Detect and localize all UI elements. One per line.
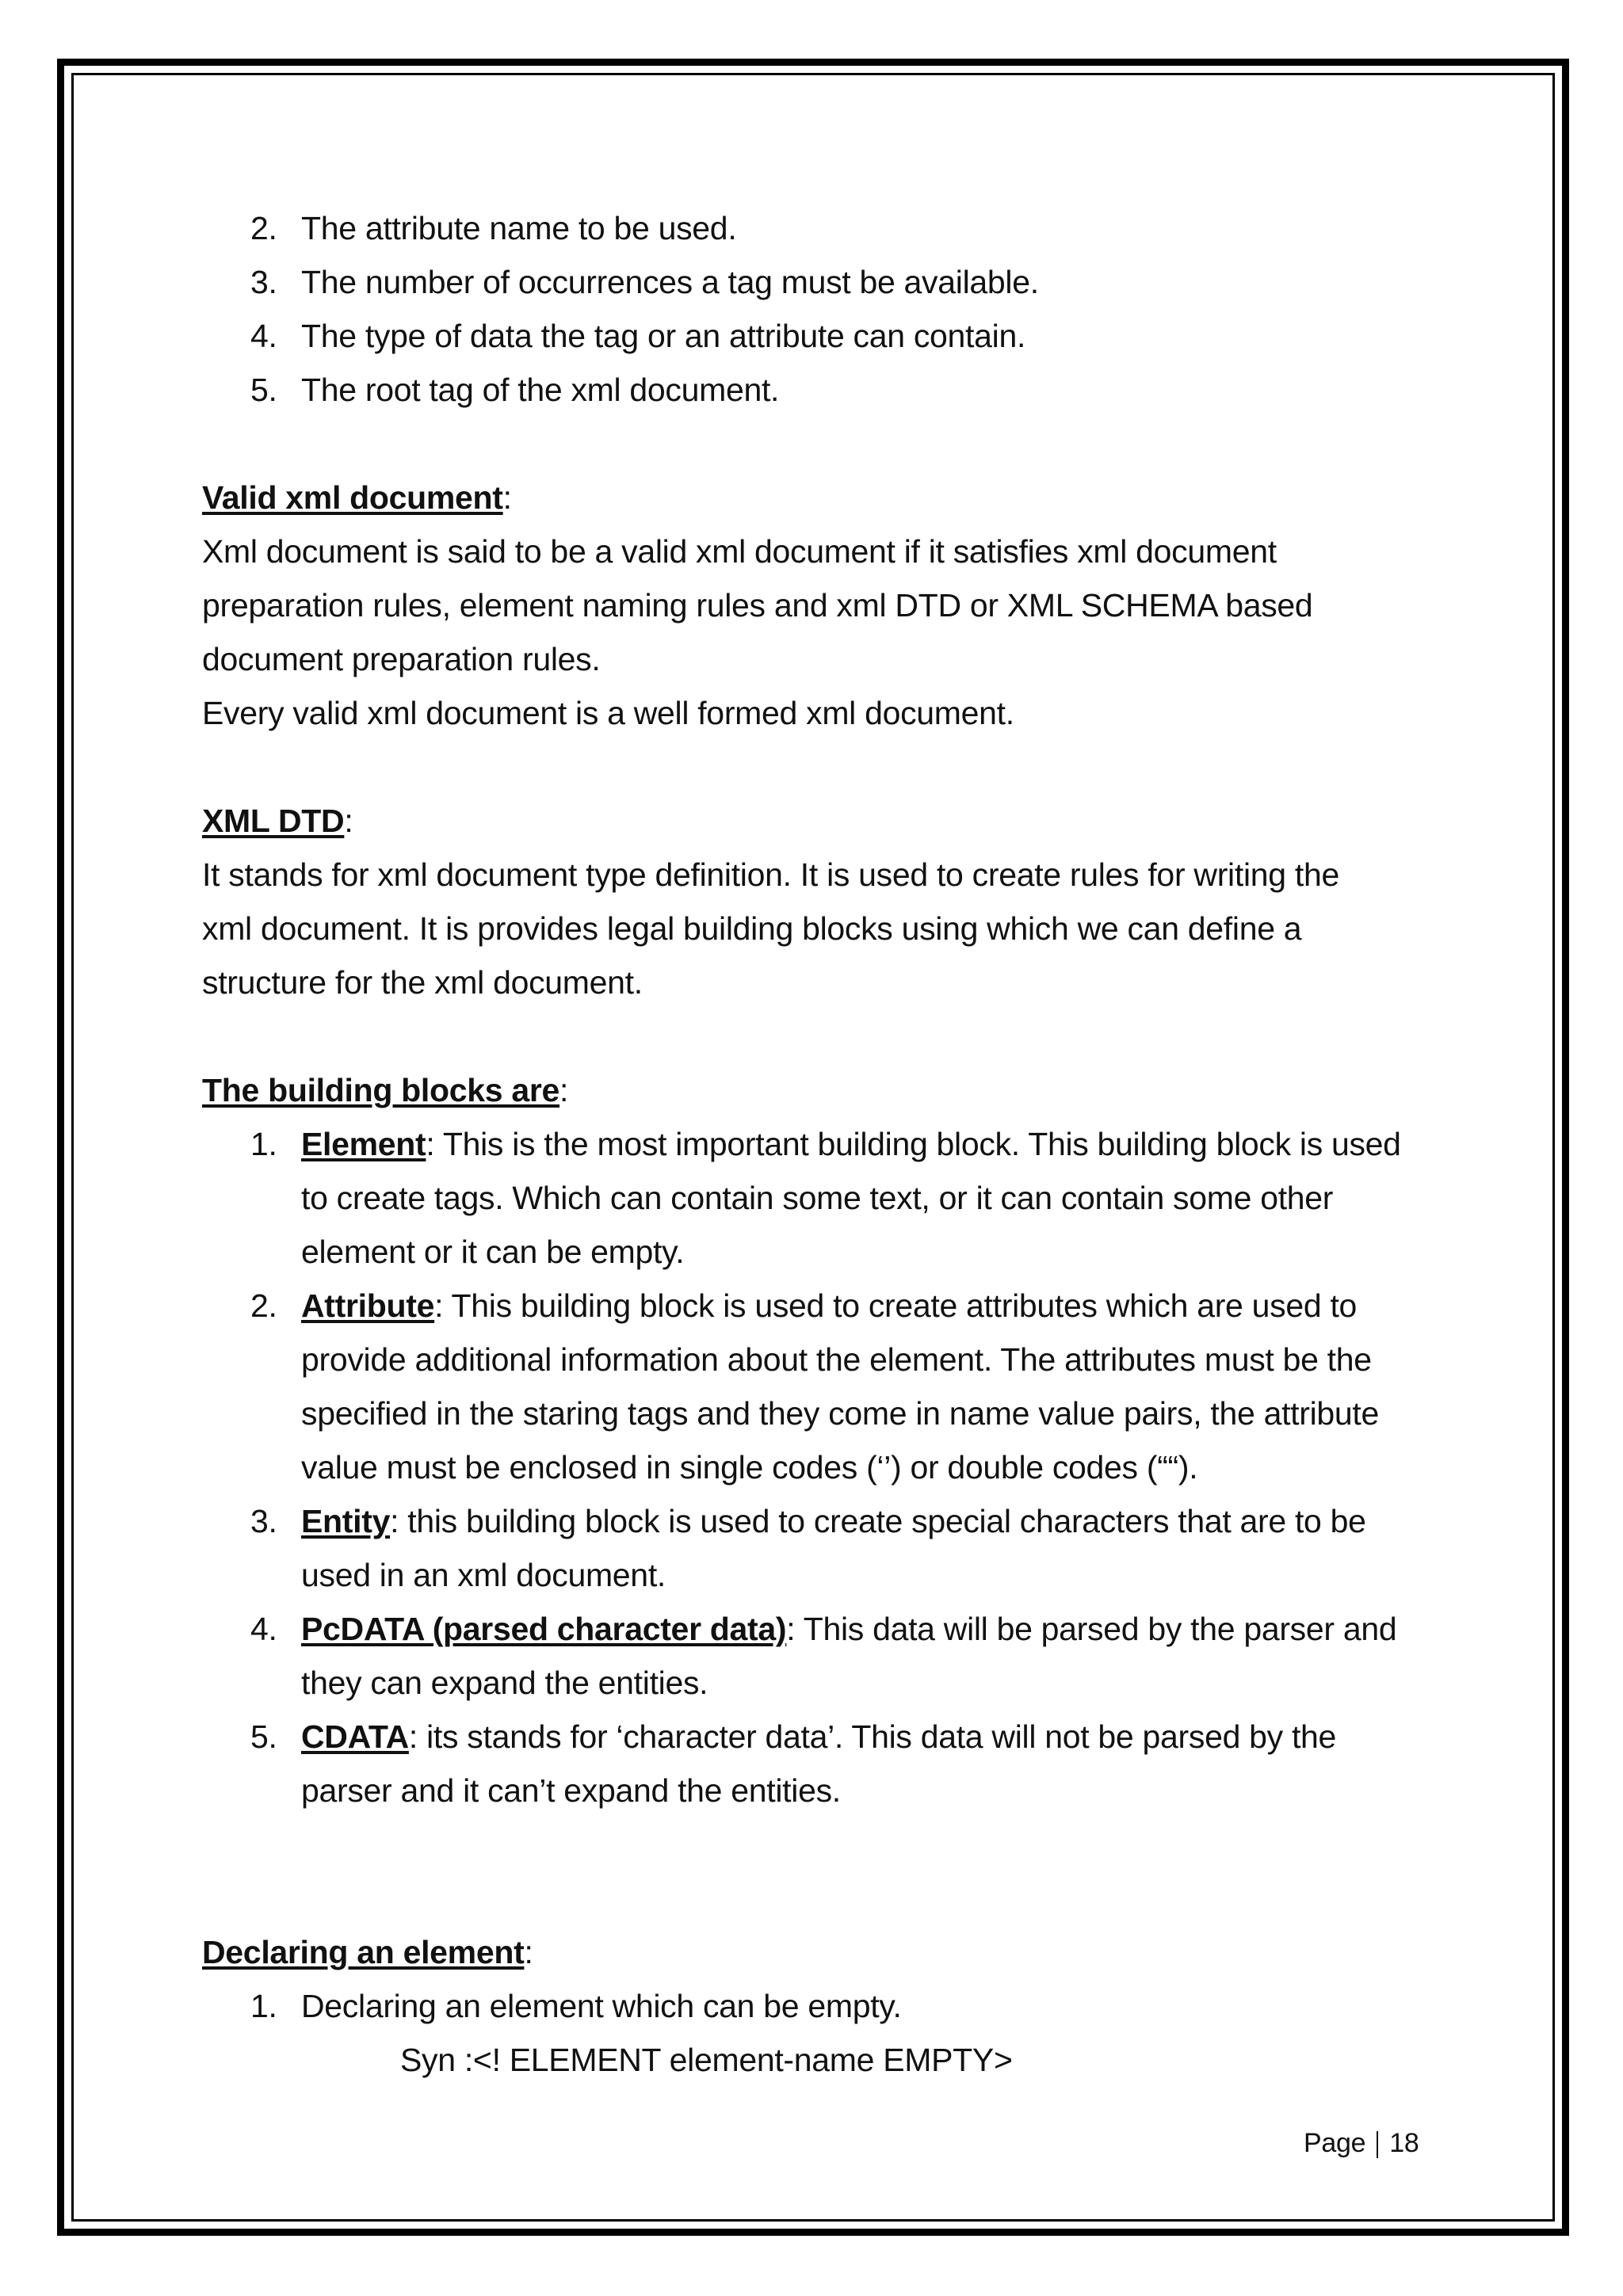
list-number: 5. <box>250 1718 277 1755</box>
list-number: 3. <box>250 264 277 300</box>
list-item-continuation: specified in the staring tags and they come in name value pairs, the attribute <box>301 1395 1380 1432</box>
page-label: Page <box>1304 2128 1366 2158</box>
paragraph-line: structure for the xml document. <box>202 964 643 1001</box>
list-item-attribute <box>301 1279 1357 1333</box>
list-item-entity <box>301 1494 1366 1548</box>
heading-colon: : <box>502 479 512 516</box>
list-item: Declaring an element which can be empty. <box>301 1988 902 2024</box>
list-item-continuation: element or it can be empty. <box>301 1234 685 1270</box>
list-number: 2. <box>250 210 277 246</box>
paragraph-line: xml document. It is provides legal building blocks using which we can define a <box>202 910 1302 947</box>
heading-colon: : <box>344 803 353 839</box>
list-number: 3. <box>250 1503 277 1539</box>
section-heading-valid <box>202 471 512 524</box>
footer-separator <box>1377 2131 1378 2158</box>
list-item-continuation: value must be enclosed in single codes (‘’) or double codes (““). <box>301 1449 1198 1486</box>
heading-text: XML DTD <box>202 803 345 839</box>
list-item-continuation: provide additional information about the element. The attributes must be the <box>301 1341 1372 1378</box>
term: Entity <box>301 1503 391 1539</box>
definition: : This data will be parsed by the parser and <box>786 1611 1397 1647</box>
heading-text: Declaring an element <box>202 1934 525 1970</box>
section-heading-dtd <box>202 794 353 848</box>
page-number: 18 <box>1389 2128 1419 2158</box>
list-item-continuation: used in an xml document. <box>301 1557 666 1593</box>
list-item-continuation: they can expand the entities. <box>301 1665 708 1701</box>
paragraph-line: document preparation rules. <box>202 641 601 677</box>
list-item: The root tag of the xml document. <box>301 372 780 408</box>
list-number: 2. <box>250 1287 277 1324</box>
list-item-pcdata <box>301 1602 1396 1656</box>
list-item-cdata <box>301 1710 1336 1764</box>
section-heading-declaring <box>202 1925 533 1979</box>
definition: : This building block is used to create attributes which are used to <box>434 1287 1358 1324</box>
list-item: The type of data the tag or an attribute can contain. <box>301 318 1026 354</box>
heading-colon: : <box>559 1072 569 1108</box>
term: Attribute <box>301 1287 435 1324</box>
heading-text: The building blocks are <box>202 1072 560 1108</box>
paragraph-line: preparation rules, element naming rules and xml DTD or XML SCHEMA based <box>202 587 1313 624</box>
list-number: 1. <box>250 1988 277 2024</box>
paragraph-line: Every valid xml document is a well formed xml document. <box>202 695 1014 731</box>
paragraph-line: It stands for xml document type definition. It is used to create rules for writing the <box>202 856 1339 893</box>
list-number: 5. <box>250 372 277 408</box>
list-item: The attribute name to be used. <box>301 210 737 246</box>
list-number: 4. <box>250 1611 277 1647</box>
list-number: 4. <box>250 318 277 354</box>
list-item-continuation: parser and it can’t expand the entities. <box>301 1772 841 1809</box>
heading-colon: : <box>524 1934 533 1970</box>
definition: : its stands for ‘character data’. This data will not be parsed by the <box>408 1718 1337 1755</box>
list-item-element <box>301 1117 1401 1171</box>
definition: : This is the most important building block. This building block is used <box>426 1126 1401 1162</box>
syntax-line: Syn :<! ELEMENT element-name EMPTY> <box>400 2042 1013 2078</box>
list-item: The number of occurrences a tag must be available. <box>301 264 1039 300</box>
term: PcDATA (parsed character data) <box>301 1611 787 1647</box>
list-number: 1. <box>250 1126 277 1162</box>
section-heading-blocks <box>202 1063 568 1117</box>
definition: : this building block is used to create special characters that are to be <box>390 1503 1366 1539</box>
list-item-continuation: to create tags. Which can contain some text, or it can contain some other <box>301 1180 1334 1216</box>
page-footer <box>1304 2123 1419 2163</box>
paragraph-line: Xml document is said to be a valid xml document if it satisfies xml document <box>202 533 1277 570</box>
heading-text: Valid xml document <box>202 479 503 516</box>
term: CDATA <box>301 1718 409 1755</box>
term: Element <box>301 1126 426 1162</box>
